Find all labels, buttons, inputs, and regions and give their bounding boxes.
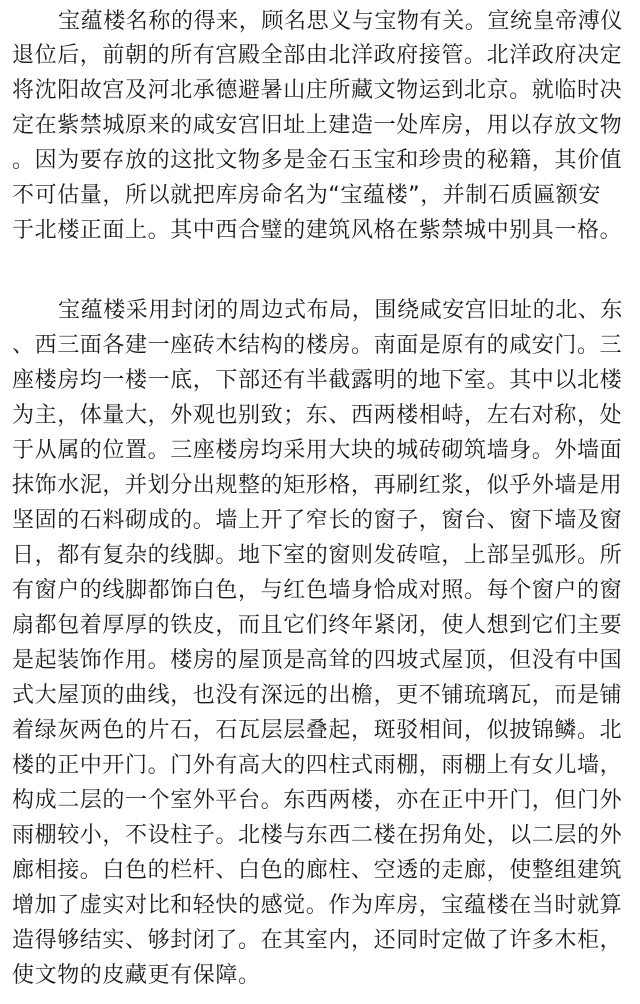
text-line: 扇都包着厚厚的铁皮，而且它们终年紧闭，使人想到它们主要 [12, 613, 623, 638]
text-line: 于从属的位置。三座楼房均采用大块的城砖砌筑墙身。外墙面 [12, 438, 623, 463]
text-line: 增加了虚实对比和轻快的感觉。作为库房，宝蕴楼在当时就算 [12, 893, 623, 918]
text-line: 于北楼正面上。其中西合璧的建筑风格在紫禁城中别具一格。 [12, 218, 623, 243]
text-line: 坚固的石料砌成的。墙上开了窄长的窗子，窗台、窗下墙及窗 [12, 508, 623, 533]
text-line: 将沈阳故宫及河北承德避暑山庄所藏文物运到北京。就临时决 [12, 78, 623, 103]
text-line: 有窗户的线脚都饰白色，与红色墙身恰成对照。每个窗户的窗 [12, 578, 623, 603]
text-line: 。因为要存放的这批文物多是金石玉宝和珍贵的秘籍，其价值 [12, 148, 623, 173]
text-line: 式大屋顶的曲线，也没有深远的出檐，更不铺琉璃瓦，而是铺 [12, 683, 623, 708]
text-line: 着绿灰两色的片石，石瓦层层叠起，斑驳相间，似披锦鳞。北 [12, 718, 623, 743]
text-line: 、西三面各建一座砖木结构的楼房。南面是原有的咸安门。三 [12, 333, 623, 358]
text-line: 定在紫禁城原来的咸安宫旧址上建造一处库房，用以存放文物 [12, 113, 623, 138]
text-line: 退位后，前朝的所有宫殿全部由北洋政府接管。北洋政府决定 [12, 43, 623, 68]
text-line: 为主，体量大，外观也别致；东、西两楼相峙，左右对称，处 [12, 403, 623, 428]
text-line: 宝蕴楼采用封闭的周边式布局，围绕咸安宫旧址的北、东 [58, 298, 624, 323]
text-line: 座楼房均一楼一底，下部还有半截露明的地下室。其中以北楼 [12, 368, 623, 393]
text-line: 廊相接。白色的栏杆、白色的廊柱、空透的走廊，使整组建筑 [12, 858, 623, 883]
text-line: 不可估量，所以就把库房命名为“宝蕴楼”，并制石质匾额安 [12, 183, 601, 208]
text-line: 楼的正中开门。门外有高大的四柱式雨棚，雨棚上有女儿墙， [12, 753, 623, 778]
text-line: 雨棚较小，不设柱子。北楼与东西二楼在拐角处，以二层的外 [12, 823, 623, 848]
text-line: 抹饰水泥，并划分出规整的矩形格，再刷红浆，似乎外墙是用 [12, 473, 623, 498]
text-line: 日，都有复杂的线脚。地下室的窗则发砖喧，上部呈弧形。所 [12, 543, 623, 568]
text-line: 宝蕴楼名称的得来，顾名思义与宝物有关。宣统皇帝溥仪 [58, 9, 624, 34]
text-line: 构成二层的一个室外平台。东西两楼，亦在正中开门，但门外 [12, 788, 623, 813]
text-line: 是起装饰作用。楼房的屋顶是高耸的四坡式屋顶，但没有中国 [12, 648, 623, 673]
text-line: 造得够结实、够封闭了。在其室内，还同时定做了许多木柜， [12, 928, 623, 953]
text-line: 使文物的皮藏更有保障。 [12, 963, 261, 988]
